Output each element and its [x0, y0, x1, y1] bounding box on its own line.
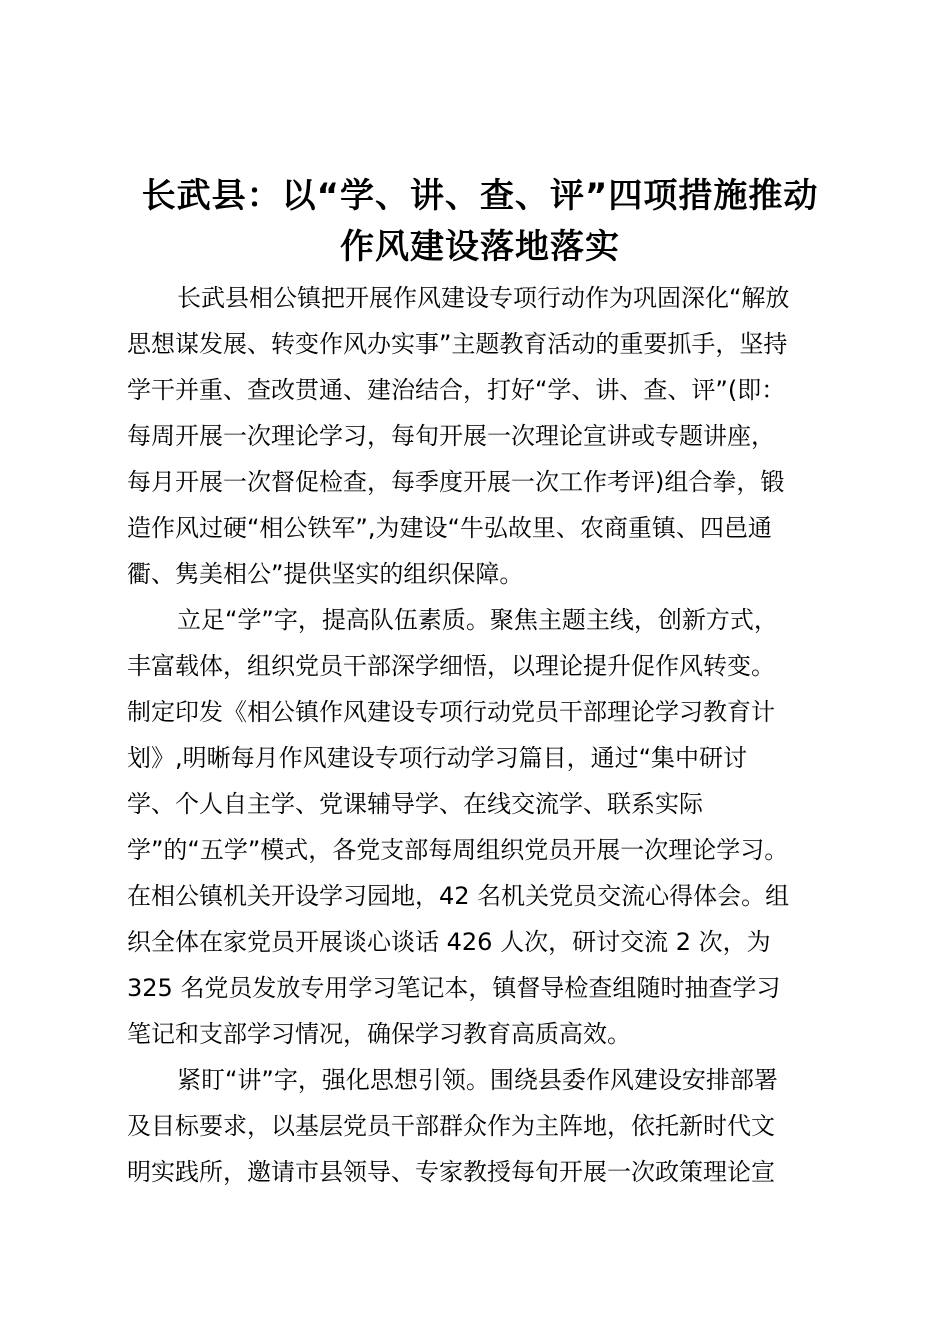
paragraph-3-line-1: 紧盯“讲”字，强化思想引领。围绕县委作风建设安排部署 — [177, 1066, 778, 1094]
paragraph-2-line-6: 学”的“五学”模式，各党支部每周组织党员开展一次理论学习。 — [127, 836, 789, 864]
paragraph-2-line-5: 学、个人自主学、党课辅导学、在线交流学、联系实际 — [127, 790, 703, 818]
paragraph-1-line-7: 衢、隽美相公”提供坚实的组织保障。 — [127, 560, 524, 588]
document-title-line-2: 作风建设落地落实 — [340, 227, 620, 267]
paragraph-2-line-7: 在相公镇机关开设学习园地，42 名机关党员交流心得体会。组 — [127, 882, 790, 910]
paragraph-1-line-1: 长武县相公镇把开展作风建设专项行动作为巩固深化“解放 — [177, 284, 790, 312]
paragraph-2-line-10: 笔记和支部学习情况，确保学习教育高质高效。 — [127, 1020, 631, 1048]
paragraph-3-line-2: 及目标要求，以基层党员干部群众作为主阵地，依托新时代文 — [127, 1112, 775, 1140]
document-title-line-1: 长武县：以“学、讲、查、评”四项措施推动 — [141, 176, 819, 216]
paragraph-2-line-1: 立足“学”字，提高队伍素质。聚焦主题主线，创新方式， — [177, 606, 778, 634]
paragraph-1-line-6: 造作风过硬“相公铁军”,为建设“牛弘故里、农商重镇、四邑通 — [127, 514, 772, 542]
paragraph-2-line-2: 丰富载体，组织党员干部深学细悟，以理论提升促作风转变。 — [127, 652, 775, 680]
paragraph-1-line-2: 思想谋发展、转变作风办实事”主题教育活动的重要抓手，坚持 — [127, 330, 788, 358]
paragraph-1-line-5: 每月开展一次督促检查，每季度开展一次工作考评)组合拳，锻 — [127, 468, 785, 496]
paragraph-2-line-8: 织全体在家党员开展谈心谈话 426 人次，研讨交流 2 次，为 — [127, 928, 771, 956]
paragraph-2-line-4: 划》,明晰每月作风建设专项行动学习篇目，通过“集中研讨 — [127, 744, 748, 772]
paragraph-2-line-9: 325 名党员发放专用学习笔记本，镇督导检查组随时抽查学习 — [127, 974, 781, 1002]
paragraph-1-line-3: 学干并重、查改贯通、建治结合，打好“学、讲、查、评”(即： — [127, 376, 786, 404]
paragraph-2-line-3: 制定印发《相公镇作风建设专项行动党员干部理论学习教育计 — [127, 698, 775, 726]
paragraph-3-line-3: 明实践所，邀请市县领导、专家教授每旬开展一次政策理论宣 — [127, 1158, 775, 1186]
paragraph-1-line-4: 每周开展一次理论学习，每旬开展一次理论宣讲或专题讲座， — [127, 422, 775, 450]
